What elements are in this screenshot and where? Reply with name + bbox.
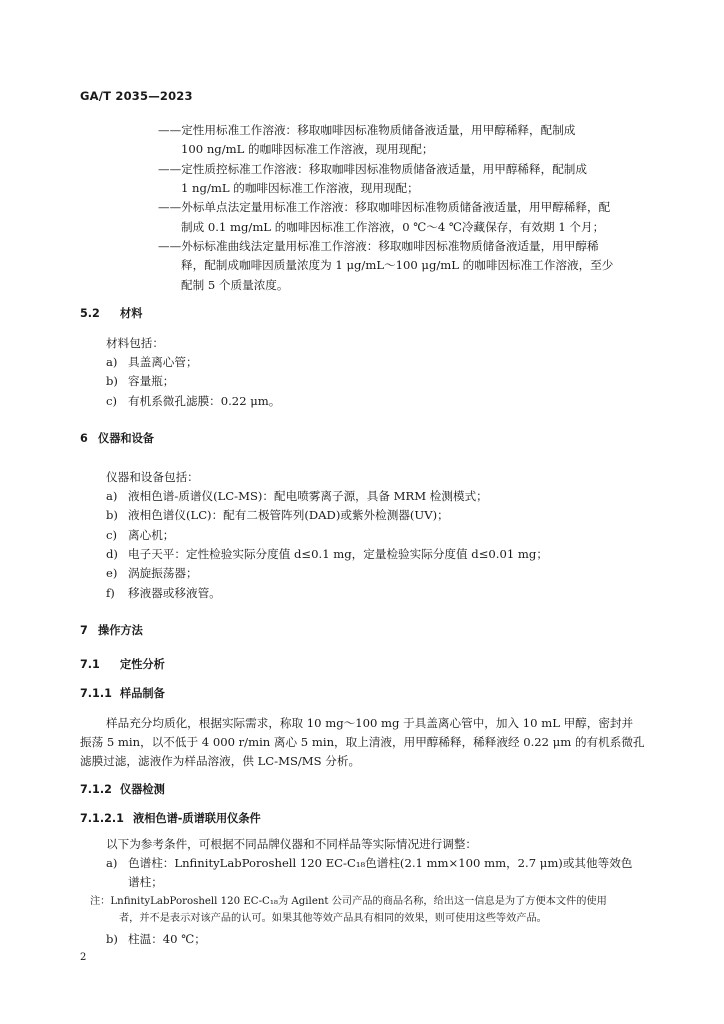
note-line-1: 注：LnfinityLabPoroshell 120 EC-C₁₈为 Agilent 公司产品的商品名称，给出这一信息是为了方便本文件的使用 bbox=[90, 896, 607, 907]
standard-item-3-line-2: 制成 0.1 mg/mL 的咖啡因标准工作溶液，0 ℃～4 ℃冷藏保存，有效期 1 个月； bbox=[181, 220, 605, 234]
list-text: 具盖离心管； bbox=[128, 355, 198, 369]
list-item bbox=[106, 856, 632, 870]
standard-item-3-line-1: ——外标单点法定量用标准工作溶液：移取咖啡因标准物质储备液适量，用甲醇稀释，配 bbox=[158, 200, 611, 214]
section-number: 7.1.1 bbox=[80, 687, 112, 700]
list-item bbox=[106, 394, 280, 408]
list-text: 液相色谱仪(LC)：配有二极管阵列(DAD)或紫外检测器(UV)； bbox=[128, 508, 449, 522]
list-text: 柱温：40 ℃； bbox=[128, 932, 206, 946]
section-heading-7 bbox=[80, 624, 143, 638]
list-label: c) bbox=[106, 528, 118, 542]
note-line-2: 者，并不是表示对该产品的认可。如果其他等效产品具有相同的效果，则可使用这些等效产品。 bbox=[119, 913, 547, 924]
list-item bbox=[106, 566, 198, 580]
list-text: 移液器或移液管。 bbox=[128, 586, 221, 600]
list-label: f) bbox=[106, 586, 115, 600]
section-number: 7.1.2.1 bbox=[80, 812, 124, 825]
section-title: 材料 bbox=[120, 307, 143, 320]
section-heading-7-1-1 bbox=[80, 687, 165, 701]
list-item-continued: 谱柱； bbox=[128, 875, 163, 889]
list-label: c) bbox=[106, 394, 118, 408]
section-heading-7-1-2 bbox=[80, 783, 165, 797]
list-item bbox=[106, 547, 548, 561]
list-text: 电子天平：定性检验实际分度值 d≤0.1 mg，定量检验实际分度值 d≤0.01 mg； bbox=[128, 547, 548, 561]
section-title: 操作方法 bbox=[98, 624, 143, 637]
standard-item-1-line-2: 100 ng/mL 的咖啡因标准工作溶液，现用现配； bbox=[181, 142, 434, 156]
list-label: a) bbox=[106, 856, 118, 870]
standard-item-2-line-1: ——定性质控标准工作溶液：移取咖啡因标准物质储备液适量，用甲醇稀释，配制成 bbox=[158, 162, 587, 176]
standard-item-4-line-1: ——外标标准曲线法定量用标准工作溶液：移取咖啡因标准物质储备液适量，用甲醇稀 bbox=[158, 239, 599, 253]
list-label: a) bbox=[106, 489, 118, 503]
list-label: b) bbox=[106, 374, 118, 388]
list-item bbox=[106, 586, 221, 600]
section-title: 仪器和设备 bbox=[98, 432, 154, 445]
sample-prep-line-2: 振荡 5 min，以不低于 4 000 r/min 离心 5 min，取上清液，用甲醇稀释，稀释液经 0.22 μm 的有机系微孔 bbox=[80, 735, 645, 749]
instruments-intro: 仪器和设备包括： bbox=[106, 470, 199, 484]
standard-item-1-line-1: ——定性用标准工作溶液：移取咖啡因标准物质储备液适量，用甲醇稀释，配制成 bbox=[158, 123, 576, 137]
section-heading-6 bbox=[80, 432, 154, 446]
document-code: GA/T 2035—2023 bbox=[80, 89, 193, 103]
section-number: 7.1.2 bbox=[80, 783, 112, 796]
section-number: 5.2 bbox=[80, 307, 100, 320]
section-title: 仪器检测 bbox=[120, 783, 165, 796]
section-number: 7.1 bbox=[80, 658, 100, 671]
list-text: 涡旋振荡器； bbox=[128, 566, 198, 580]
list-item bbox=[106, 528, 174, 542]
list-text: 有机系微孔滤膜：0.22 μm。 bbox=[128, 394, 281, 408]
list-label: b) bbox=[106, 932, 118, 946]
list-item bbox=[106, 355, 198, 369]
list-text: 液相色谱-质谱仪(LC-MS)：配电喷雾离子源，具备 MRM 检测模式； bbox=[128, 489, 488, 503]
sample-prep-line-1: 样品充分均质化，根据实际需求，称取 10 mg～100 mg 于具盖离心管中，加入 10 mL 甲醇，密封并 bbox=[106, 716, 634, 730]
section-title: 定性分析 bbox=[120, 658, 165, 671]
list-label: e) bbox=[106, 566, 118, 580]
list-text: 离心机； bbox=[128, 528, 175, 542]
section-heading-5-2 bbox=[80, 307, 142, 321]
standard-item-4-line-2: 释，配制成咖啡因质量浓度为 1 μg/mL～100 μg/mL 的咖啡因标准工作溶液，至少 bbox=[181, 258, 614, 272]
list-item bbox=[106, 374, 174, 388]
section-title: 样品制备 bbox=[120, 687, 165, 700]
page-number: 2 bbox=[80, 952, 87, 963]
list-label: b) bbox=[106, 508, 118, 522]
materials-intro: 材料包括： bbox=[106, 336, 164, 350]
standard-item-2-line-2: 1 ng/mL 的咖啡因标准工作溶液，现用现配； bbox=[181, 181, 419, 195]
list-item bbox=[106, 508, 449, 522]
section-number: 7 bbox=[80, 624, 88, 637]
list-text: 容量瓶； bbox=[128, 374, 175, 388]
list-text: 色谱柱：LnfinityLabPoroshell 120 EC-C₁₈色谱柱(2.1 mm×100 mm，2.7 μm)或其他等效色 bbox=[128, 856, 633, 870]
list-item bbox=[106, 932, 206, 946]
section-heading-7-1 bbox=[80, 658, 165, 672]
list-item bbox=[106, 489, 488, 503]
list-label: a) bbox=[106, 355, 118, 369]
section-title: 液相色谱-质谱联用仪条件 bbox=[133, 812, 261, 825]
list-label: d) bbox=[106, 547, 118, 561]
standard-item-4-line-3: 配制 5 个质量浓度。 bbox=[181, 278, 289, 292]
conditions-intro: 以下为参考条件，可根据不同品牌仪器和不同样品等实际情况进行调整： bbox=[106, 837, 478, 851]
section-heading-7-1-2-1 bbox=[80, 812, 261, 826]
section-number: 6 bbox=[80, 432, 88, 445]
sample-prep-line-3: 滤膜过滤，滤液作为样品溶液，供 LC-MS/MS 分析。 bbox=[80, 754, 361, 768]
